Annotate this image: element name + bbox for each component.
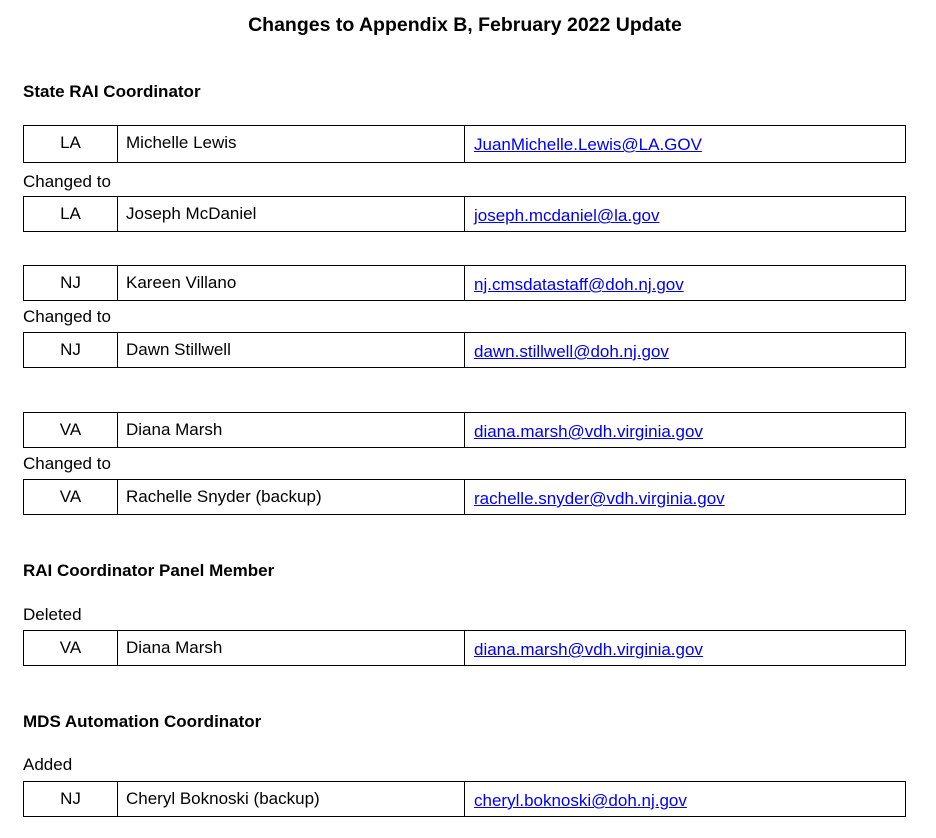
state-cell: VA xyxy=(24,631,118,665)
email-link[interactable]: cheryl.boknoski@doh.nj.gov xyxy=(474,791,687,810)
name-cell: Michelle Lewis xyxy=(118,126,465,162)
email-cell xyxy=(465,333,905,367)
state-cell: NJ xyxy=(24,782,118,816)
table-row-nj-added xyxy=(23,781,906,817)
state-cell: NJ xyxy=(24,333,118,367)
name-cell: Diana Marsh xyxy=(118,631,465,665)
email-link[interactable]: dawn.stillwell@doh.nj.gov xyxy=(474,342,669,361)
section-heading-rai-coordinator-panel-member: RAI Coordinator Panel Member xyxy=(23,561,275,580)
name-cell: Kareen Villano xyxy=(118,266,465,300)
state-cell: VA xyxy=(24,480,118,514)
name-cell: Dawn Stillwell xyxy=(118,333,465,367)
email-cell xyxy=(465,480,905,514)
name-cell: Diana Marsh xyxy=(118,413,465,447)
table-row-va-deleted xyxy=(23,630,906,666)
email-link[interactable]: diana.marsh@vdh.virginia.gov xyxy=(474,640,703,659)
section-heading-state-rai-coordinator: State RAI Coordinator xyxy=(23,82,201,101)
email-link[interactable]: diana.marsh@vdh.virginia.gov xyxy=(474,422,703,441)
changed-to-note: Changed to xyxy=(23,454,111,473)
table-row-va-before xyxy=(23,412,906,448)
email-cell xyxy=(465,197,905,231)
table-row-nj-after xyxy=(23,332,906,368)
email-link[interactable]: JuanMichelle.Lewis@LA.GOV xyxy=(474,135,702,154)
table-row-nj-before xyxy=(23,265,906,301)
table-row-va-after xyxy=(23,479,906,515)
state-cell: LA xyxy=(24,126,118,162)
email-cell xyxy=(465,413,905,447)
changed-to-note: Changed to xyxy=(23,172,111,191)
email-cell xyxy=(465,631,905,665)
email-cell xyxy=(465,126,905,162)
name-cell: Cheryl Boknoski (backup) xyxy=(118,782,465,816)
table-row-la-after xyxy=(23,196,906,232)
state-cell: NJ xyxy=(24,266,118,300)
email-link[interactable]: joseph.mcdaniel@la.gov xyxy=(474,206,660,225)
state-cell: LA xyxy=(24,197,118,231)
email-link[interactable]: nj.cmsdatastaff@doh.nj.gov xyxy=(474,275,684,294)
section-heading-mds-automation-coordinator: MDS Automation Coordinator xyxy=(23,712,262,731)
email-cell xyxy=(465,782,905,816)
table-row-la-before xyxy=(23,125,906,163)
added-note: Added xyxy=(23,755,73,774)
name-cell: Rachelle Snyder (backup) xyxy=(118,480,465,514)
state-cell: VA xyxy=(24,413,118,447)
deleted-note: Deleted xyxy=(23,605,82,624)
name-cell: Joseph McDaniel xyxy=(118,197,465,231)
email-link[interactable]: rachelle.snyder@vdh.virginia.gov xyxy=(474,489,725,508)
document-title: Changes to Appendix B, February 2022 Update xyxy=(248,14,682,36)
email-cell xyxy=(465,266,905,300)
changed-to-note: Changed to xyxy=(23,307,111,326)
